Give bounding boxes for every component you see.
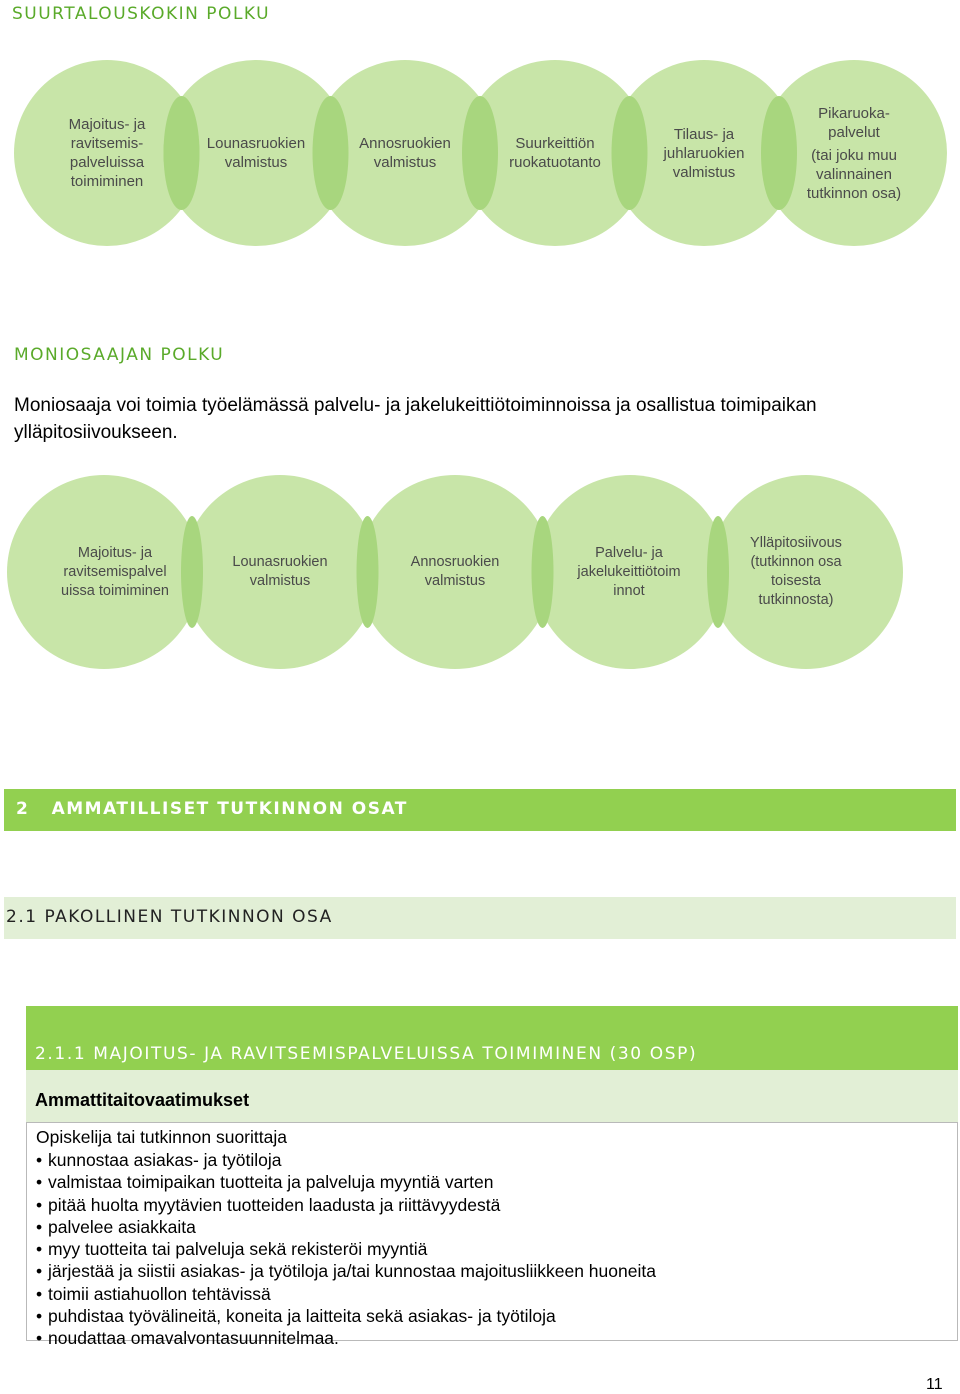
circle-1-label: Majoitus- ja ravitsemis- palveluissa toimiminen [68,116,146,190]
list-item: • valmistaa toimipaikan tuotteita ja palveluja myyntiä varten [36,1171,656,1193]
table-subtitle: Ammattitaitovaatimukset [35,1090,250,1110]
table-header [26,1006,958,1070]
heading-moniosaajan-polku: MONIOSAAJAN POLKU [14,345,225,365]
list-item: • järjestää ja siistii asiakas- ja työtiloja ja/tai kunnostaa majoitusliikkeen huoneita [36,1260,656,1282]
section-2-bar [4,789,956,831]
list-item: • pitää huolta myytävien tuotteiden laadusta ja riittävyydestä [36,1194,656,1216]
section-2-title: 2 AMMATILLISET TUTKINNON OSAT [16,799,408,819]
list-item: • kunnostaa asiakas- ja työtiloja [36,1149,656,1171]
list-item: • myy tuotteita tai palveluja sekä rekisteröi myyntiä [36,1238,656,1260]
circle-6-label: Pikaruoka- palvelut (tai joku muu valinnainen tutkinnon osa) [806,104,902,202]
circle-5-label: Tilaus- ja juhlaruokien valmistus [663,125,745,181]
circle2-4-label: Palvelu- ja jakelukeittiötoim innot [577,544,681,599]
table-intro: Opiskelija tai tutkinnon suorittaja [36,1127,287,1147]
list-item: • toimii astiahuollon tehtävissä [36,1283,656,1305]
requirements-table [26,1006,958,1349]
circle-3-label: Annosruokien valmistus [359,135,451,171]
circle-2-label: Lounasruokien valmistus [206,135,306,171]
circle2-5-label: Ylläpitosiivous (tutkinnon osa toisesta tutkinnosta) [750,535,842,608]
section-2-1-bar [4,897,956,939]
page-number: 11 [926,1376,943,1393]
table-body [26,1122,958,1349]
circle-4-label: Suurkeittiön ruokatuotanto [509,135,601,171]
table-subheader [26,1070,958,1122]
diagram-moniosaaja [0,472,960,672]
table-title: 2.1.1 MAJOITUS- JA RAVITSEMISPALVELUISSA TOIMIMINEN (30 OSP) [35,1044,698,1064]
list-item: • palvelee asiakkaita [36,1216,656,1238]
requirements-list [36,1149,656,1350]
heading-suurtalouskokin-polku: SUURTALOUSKOKIN POLKU [12,4,271,24]
moniosaaja-paragraph: Moniosaaja voi toimia työelämässä palvelu- ja jakelukeittiötoiminnoissa ja osallistua toimipaikan ylläpitosiivoukseen. [14,395,817,443]
circle2-1-label: Majoitus- ja ravitsemispalvel uissa toimiminen [61,544,169,599]
section-2-1-title: 2.1 PAKOLLINEN TUTKINNON OSA [6,907,333,927]
list-item: • noudattaa omavalvontasuunnitelmaa. [36,1327,656,1349]
circle2-2-label: Lounasruokien valmistus [232,554,328,589]
circle2-3-label: Annosruokien valmistus [410,554,500,589]
list-item: • puhdistaa työvälineitä, koneita ja laitteita sekä asiakas- ja työtiloja [36,1305,656,1327]
diagram-suurtalous [0,58,960,248]
